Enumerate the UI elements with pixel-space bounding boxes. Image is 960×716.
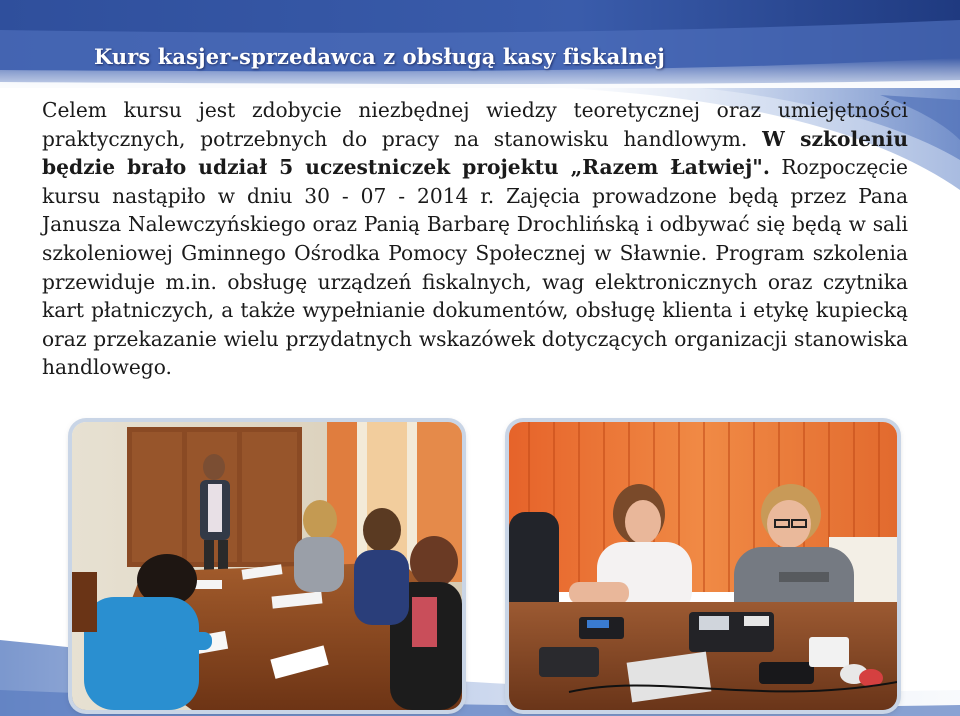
body-text-bold: W szkoleniu będzie brało udział 5 uczestniczek projektu „Razem Łatwiej". bbox=[42, 126, 908, 180]
slide-title: Kurs kasjer-sprzedawca z obsługą kasy fiskalnej bbox=[94, 44, 665, 69]
body-text-rest: Rozpoczęcie kursu nastąpiło w dniu 30 - 07 - 2014 r. Zajęcia prowadzone będą przez Pana Janusza Nalewczyńskiego oraz Panią Barbarę Drochlińską i odbywać się będą w sali szkoleniowej Gminnego Ośrodka Pomocy Społecznej w Sławnie. Program szkolenia przewiduje m.in. obsługę urządzeń fiskalnych, wag elektronicznych oraz czytnika kart płatniczych, a także wypełnianie dokumentów, obsługę klienta i etykę kupiecką oraz przekazanie wielu przydatnych wskazówek dotyczących organizacji stanowiska handlowego. bbox=[42, 155, 908, 380]
body-paragraph bbox=[42, 96, 908, 382]
body-text-intro: Celem kursu jest zdobycie niezbędnej wiedzy teoretycznej oraz umiejętności praktycznych, potrzebnych do pracy na stanowisku handlowym. bbox=[42, 98, 908, 151]
classroom-image bbox=[72, 422, 462, 710]
photo-classroom bbox=[72, 422, 462, 710]
cash-register-image bbox=[509, 422, 897, 710]
photo-cash-register bbox=[509, 422, 897, 710]
